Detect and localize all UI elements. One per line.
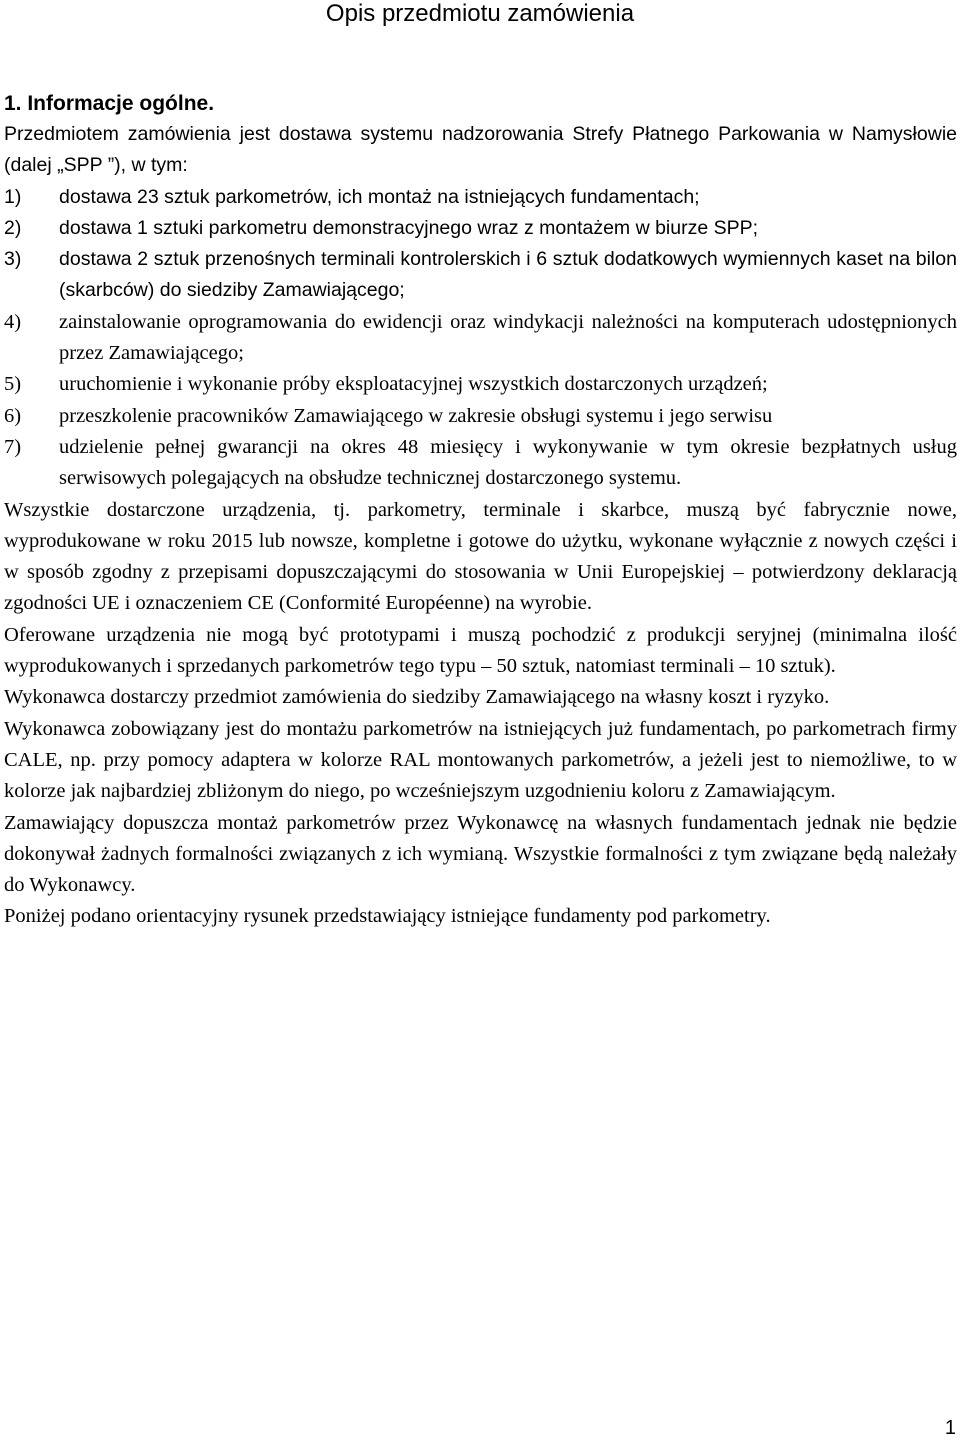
list-item-number: 6) bbox=[4, 404, 22, 427]
scope-list bbox=[4, 182, 957, 495]
list-item bbox=[4, 369, 957, 400]
list-item-number: 1) bbox=[4, 185, 22, 208]
paragraph-serial-production: Oferowane urządzenia nie mogą być prototypami i muszą pochodzić z produkcji seryjnej (minimalna ilość wyprodukowanych i sprzedanych parkometrów tego typu – 50 sztuk, natomiast terminali – 10 sztuk). bbox=[4, 623, 957, 678]
list-item-text: uruchomienie i wykonanie próby eksploatacyjnej wszystkich dostarczonych urządzeń; bbox=[59, 373, 768, 396]
list-item bbox=[4, 432, 957, 495]
document-body bbox=[4, 119, 957, 933]
page-number: 1 bbox=[944, 1417, 956, 1439]
list-item-text: dostawa 2 sztuk przenośnych terminali kontrolerskich i 6 sztuk dodatkowych wymiennych kaset na bilon (skarbców) do siedziby Zamawiającego; bbox=[59, 248, 957, 302]
list-item bbox=[4, 401, 957, 432]
list-item-text: dostawa 1 sztuki parkometru demonstracyjnego wraz z montażem w biurze SPP; bbox=[59, 216, 759, 239]
paragraph-delivery: Wykonawca dostarczy przedmiot zamówienia do siedziby Zamawiającego na własny koszt i ryzyko. bbox=[4, 686, 830, 709]
list-item-number: 4) bbox=[4, 310, 22, 333]
intro-paragraph: Przedmiotem zamówienia jest dostawa systemu nadzorowania Strefy Płatnego Parkowania w Namysłowie (dalej „SPP ”), w tym: bbox=[4, 123, 957, 177]
list-item bbox=[4, 182, 957, 213]
list-item-text: zainstalowanie oprogramowania do ewidencji oraz windykacji należności na komputerach udostępnionych przez Zamawiającego; bbox=[59, 310, 957, 365]
list-item-text: dostawa 23 sztuk parkometrów, ich montaż na istniejących fundamentach; bbox=[59, 185, 700, 208]
list-item-text: przeszkolenie pracowników Zamawiającego w zakresie obsługi systemu i jego serwisu bbox=[59, 404, 773, 427]
list-item bbox=[4, 307, 957, 370]
paragraph-own-foundations: Zamawiający dopuszcza montaż parkometrów przez Wykonawcę na własnych fundamentach jednak nie będzie dokonywał żadnych formalności związanych z ich wymianą. Wszystkie formalności z tym związane będą należały do Wykonawcy. bbox=[4, 811, 957, 897]
paragraph-devices-new: Wszystkie dostarczone urządzenia, tj. parkometry, terminale i skarbce, muszą być fabrycznie nowe, wyprodukowane w roku 2015 lub nowsze, kompletne i gotowe do użytku, wykonane wyłącznie z nowych części i w sposób zgodny z przepisami dopuszczającymi do stosowania w Unii Europejskiej – potwierdzony deklaracją zgodności UE i oznaczeniem CE (Conformité Européenne) na wyrobie. bbox=[4, 498, 957, 615]
list-item-number: 7) bbox=[4, 435, 22, 458]
section-heading: 1. Informacje ogólne. bbox=[4, 92, 215, 115]
list-item-number: 3) bbox=[4, 248, 22, 271]
paragraph-drawing-note: Poniżej podano orientacyjny rysunek przedstawiający istniejące fundamenty pod parkometry. bbox=[4, 905, 771, 928]
list-item-text: udzielenie pełnej gwarancji na okres 48 miesięcy i wykonywanie w tym okresie bezpłatnych usług serwisowych polegających na obsłudze technicznej dostarczonego systemu. bbox=[59, 435, 957, 490]
paragraph-installation: Wykonawca zobowiązany jest do montażu parkometrów na istniejących już fundamentach, po parkometrach firmy CALE, np. przy pomocy adaptera w kolorze RAL montowanych parkometrów, a jeżeli jest to niemożliwe, to w kolorze jak najbardziej zbliżonym do niego, po wcześniejszym uzgodnieniu koloru z Zamawiającym. bbox=[4, 717, 957, 803]
list-item bbox=[4, 244, 957, 307]
list-item-number: 2) bbox=[4, 216, 22, 239]
list-item-number: 5) bbox=[4, 373, 22, 396]
document-title: Opis przedmiotu zamówienia bbox=[325, 0, 635, 27]
list-item bbox=[4, 213, 957, 244]
